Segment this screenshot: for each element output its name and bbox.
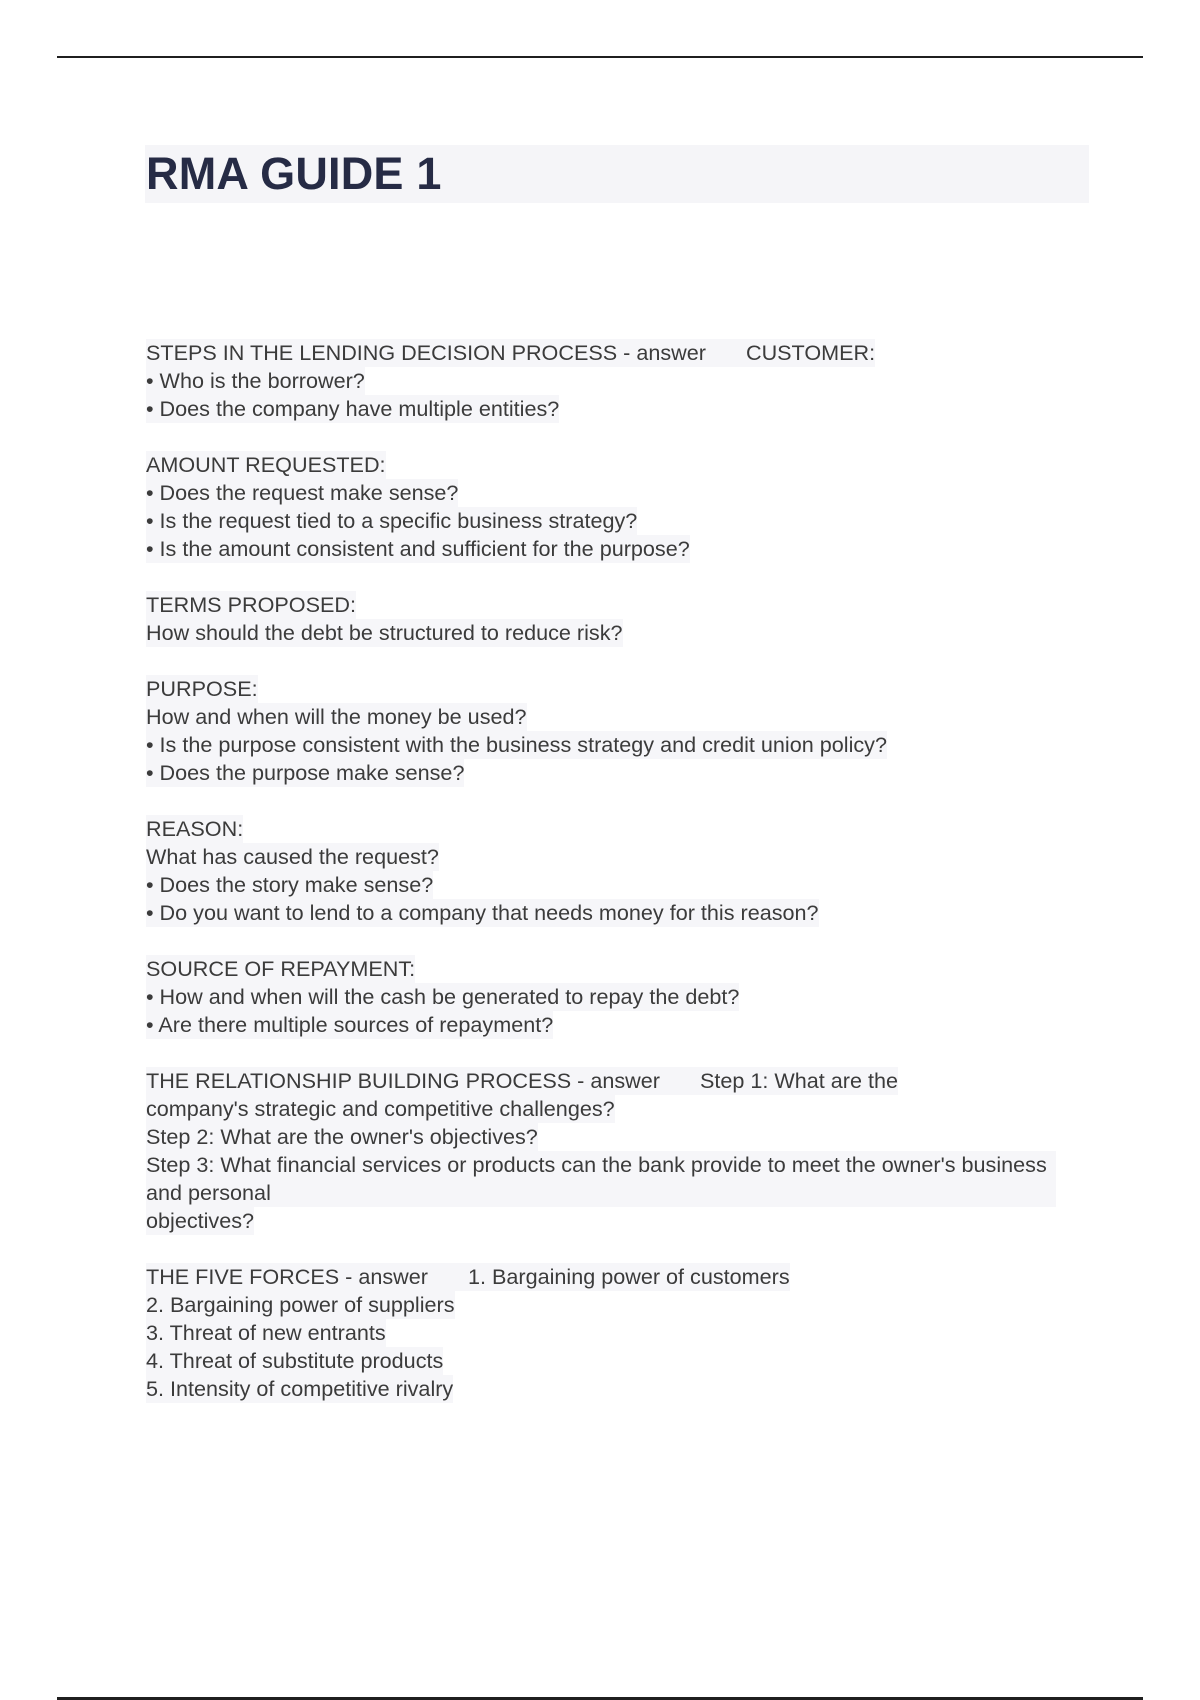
answer-start: Step 1: What are the [699,1068,899,1093]
text-line: 5. Intensity of competitive rivalry [146,1376,454,1401]
text-line: objectives? [146,1208,255,1233]
text-line: • Does the story make sense? [146,872,434,897]
text-line: • Does the company have multiple entities? [146,396,560,421]
subheading: AMOUNT REQUESTED: [146,452,386,477]
text-line: • Is the purpose consistent with the business strategy and credit union policy? [146,732,887,757]
text-line: • Is the amount consistent and sufficient for the purpose? [146,536,690,561]
subheading: TERMS PROPOSED: [146,592,356,617]
text-line: Step 3: What financial services or products can the bank provide to meet the owner's business and personal [146,1151,1056,1207]
subheading: PURPOSE: [146,676,258,701]
text-line: How and when will the money be used? [146,704,527,729]
subheading: REASON: [146,816,244,841]
section-purpose [146,675,1066,787]
text-line: • Does the request make sense? [146,480,459,505]
answer-start: CUSTOMER: [745,340,876,365]
question-line [146,1067,898,1095]
top-rule [57,56,1143,58]
section-reason [146,815,1066,927]
section-amount-requested [146,451,1066,563]
section-five-forces [146,1263,1066,1403]
section-source-of-repayment [146,955,1066,1039]
text-line: • Are there multiple sources of repayment? [146,1012,554,1037]
section-lending-decision [146,339,1066,423]
subheading: SOURCE OF REPAYMENT: [146,956,416,981]
text-line: 3. Threat of new entrants [146,1320,386,1345]
answer-start: 1. Bargaining power of customers [467,1264,790,1289]
question-heading: THE FIVE FORCES - answer [146,1264,428,1289]
question-line [146,1263,790,1291]
text-line: What has caused the request? [146,844,439,869]
text-line: 4. Threat of substitute products [146,1348,444,1373]
text-line: 2. Bargaining power of suppliers [146,1292,455,1317]
question-line [146,339,875,367]
text-line: • How and when will the cash be generated to repay the debt? [146,984,740,1009]
text-line: • Who is the borrower? [146,368,365,393]
text-line: • Is the request tied to a specific business strategy? [146,508,638,533]
document-title: RMA GUIDE 1 [146,148,442,199]
text-line: Step 2: What are the owner's objectives? [146,1124,538,1149]
section-relationship-building [146,1067,1066,1235]
document-body [146,339,1066,1403]
text-line: • Does the purpose make sense? [146,760,465,785]
section-terms-proposed [146,591,1066,647]
question-heading: STEPS IN THE LENDING DECISION PROCESS - answer [146,340,706,365]
text-line: How should the debt be structured to reduce risk? [146,620,623,645]
text-line: company's strategic and competitive challenges? [146,1096,615,1121]
text-line: • Do you want to lend to a company that needs money for this reason? [146,900,819,925]
question-heading: THE RELATIONSHIP BUILDING PROCESS - answer [146,1068,660,1093]
